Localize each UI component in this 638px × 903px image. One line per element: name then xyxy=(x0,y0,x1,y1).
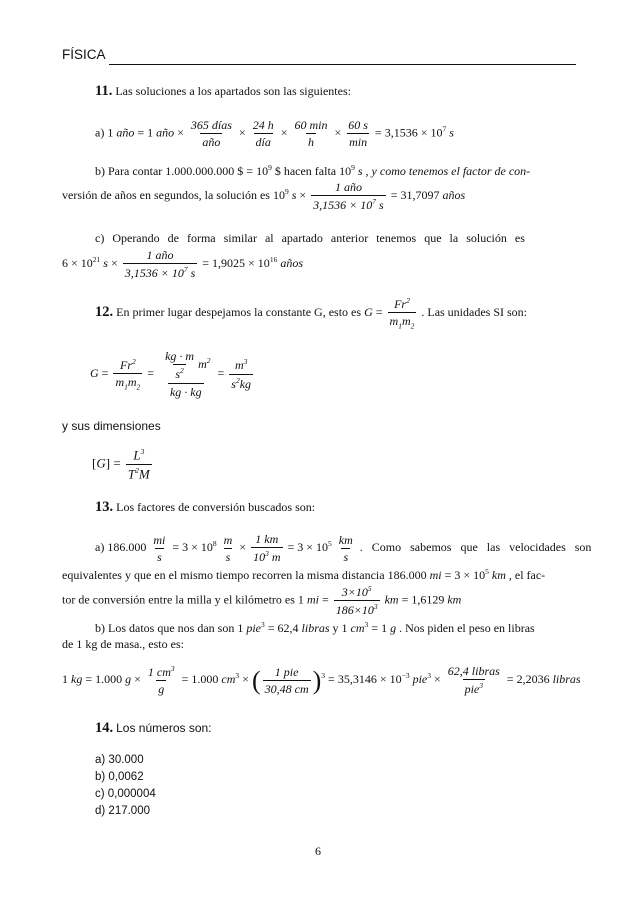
text-11b-line2: versión de años en segundos, la solución es $10^9$ s × $\frac{\text{1 año}}{3,1536 \times 10^7 s}$ = 31,7097 años xyxy=(62,180,466,213)
page-number: 6 xyxy=(315,844,321,858)
section-12-heading: 12. En primer lugar despejamos la constante G, esto es G = $\frac{Fr^2}{m_1m_2}$ . Las unidades SI son: xyxy=(95,296,528,331)
text-11b-line1: b) Para contar 1.000.000.000 $ = $10^9$ $ hacen falta $10^9$ s , y como tenemos el factor de con- xyxy=(95,163,531,178)
list-item: b) 0,0062 xyxy=(95,771,144,783)
header-rule xyxy=(109,64,576,65)
text-13b-line1: b) Los datos que nos dan son 1 pie$^3$ = 62,4 libras y 1 $cm^3 = 1$ g . Nos piden el peso en libras xyxy=(95,620,535,635)
text-13b-line2: de 1 kg de masa., esto es: xyxy=(62,637,184,651)
eq-12-dims: [G] = $\frac{L^3}{T^2M}$ xyxy=(92,447,150,482)
eq-13b: 1 kg = 1.000 g × $\frac{1 cm^3}{g}$ = 1.000 $cm^3$ × ( $\frac{\text{1 pie}}{30,48 cm}$ )$^3 = 35,3146 \times 10^{-3}$ pie$^3$ × $\frac{\text{62,4 libras}}{pie^3}$ = 2,2036 libras xyxy=(62,664,581,697)
section-13-heading: 13. Los factores de conversión buscados son: xyxy=(95,499,316,515)
eq-12-units: G = $\frac{Fr^2}{m_1m_2}$ = $\frac{kg \cdot m}{s^2}$ $m^2$ kg · kg = $\frac{m^3}{s^2kg}$ xyxy=(90,349,252,399)
list-item: a) 30.000 xyxy=(95,754,144,766)
eq-11a: a) 1 año = 1 año × $\frac{\text{365 días}}{\text{año}}$ × $\frac{24 h}{\text{día}}$ × $\frac{60 \min}{h}$ × $\frac{60 s}{\min}$ = $3,1536 \times 10^7$ s xyxy=(95,118,454,150)
eq-13a: a) 186.000 $\frac{mi}{s}$ = $3 \times 10^8$ $\frac{m}{s}$ × $\frac{1 km}{10^3 m}$ = $3 \times 10^5$ $\frac{km}{s}$ . Como sabemos que las velocidades son xyxy=(95,532,592,565)
text-13a-line2: equivalentes y que en el mismo tiempo recorren la misma distancia 186.000 mi = $3 \times 10^5$ km , el fac- xyxy=(62,567,546,582)
text-12-dims: y sus dimensiones xyxy=(62,419,161,433)
list-item: d) 217.000 xyxy=(95,805,150,817)
list-item: c) 0,000004 xyxy=(95,788,156,800)
text-13a-line3: tor de conversión entre la milla y el kilómetro es 1 mi = $\frac{3\times 10^5}{186\times 10^3}$ km = 1,6129 km xyxy=(62,584,462,618)
text-11c-line1: c) Operando de forma similar al apartado anterior tenemos que la solución es xyxy=(95,231,525,245)
section-14-heading: 14. Los números son: xyxy=(95,720,212,736)
eq-11c: $6 \times 10^{21}$ s × $\frac{\text{1 año}}{3,1536 \times 10^7 s}$ = $1,9025 \times 10^{16}$ años xyxy=(62,248,303,281)
header-title: FÍSICA xyxy=(62,47,106,62)
section-11-heading: 11. Las soluciones a los apartados son las siguientes: xyxy=(95,83,351,99)
